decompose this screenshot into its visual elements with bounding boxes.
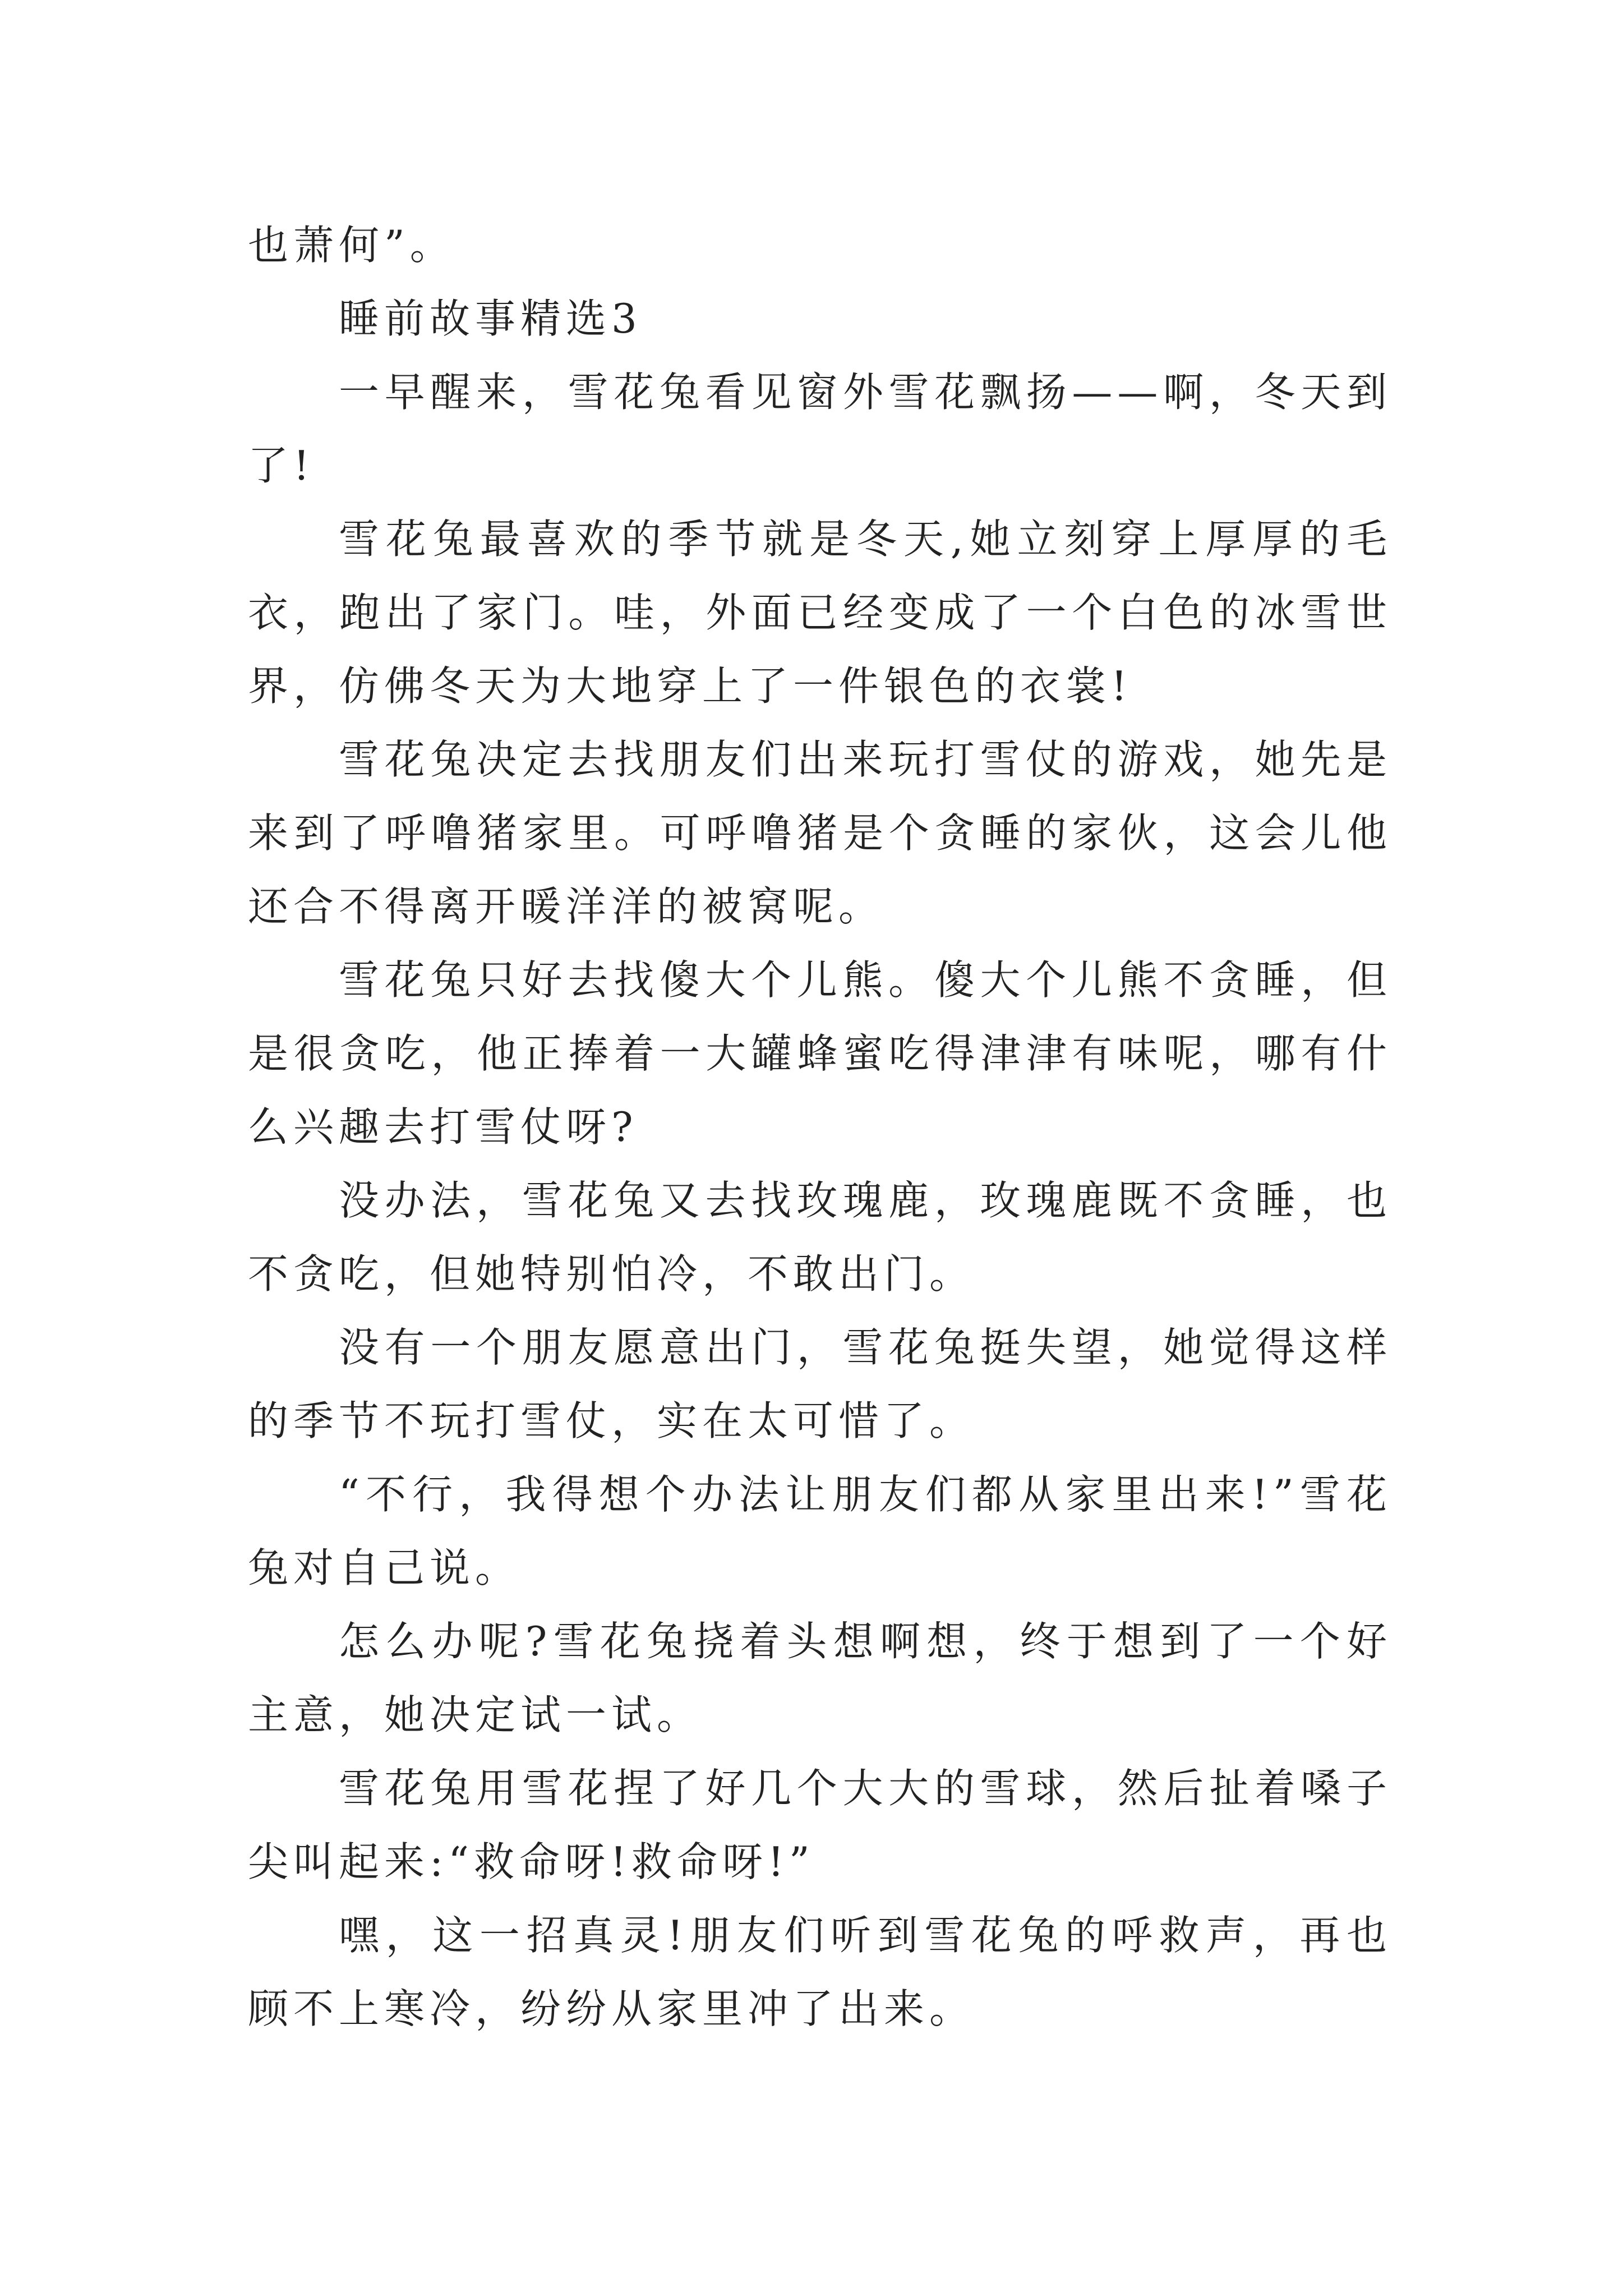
paragraph: 没办法，雪花兔又去找玫瑰鹿，玫瑰鹿既不贪睡，也不贪吃，但她特别怕冷，不敢出门。 [248,1177,1392,1297]
paragraph: 没有一个朋友愿意出门，雪花兔挺失望，她觉得这样的季节不玩打雪仗，实在太可惜了。 [248,1324,1392,1444]
paragraph: 一早醒来，雪花兔看见窗外雪花飘扬——啊，冬天到了! [248,369,1392,489]
paragraph: 雪花兔最喜欢的季节就是冬天,她立刻穿上厚厚的毛衣，跑出了家门。哇，外面已经变成了一个白色的冰雪世界，仿佛冬天为大地穿上了一件银色的衣裳! [248,516,1392,710]
paragraph: 雪花兔决定去找朋友们出来玩打雪仗的游戏，她先是来到了呼噜猪家里。可呼噜猪是个贪睡的家伙，这会儿他还合不得离开暖洋洋的被窝呢。 [248,736,1392,930]
paragraph: 雪花兔用雪花捏了好几个大大的雪球，然后扯着嗓子尖叫起来:“救命呀!救命呀!” [248,1765,1392,1885]
paragraph: “不行，我得想个办法让朋友们都从家里出来!”雪花兔对自己说。 [248,1471,1392,1591]
paragraph-continuation: 也萧何”。 [248,222,455,269]
paragraph: 嘿，这一招真灵!朋友们听到雪花兔的呼救声，再也顾不上寒冷，纷纷从家里冲了出来。 [248,1912,1392,2032]
paragraph: 怎么办呢?雪花兔挠着头想啊想，终于想到了一个好主意，她决定试一试。 [248,1618,1392,1738]
paragraph: 雪花兔只好去找傻大个儿熊。傻大个儿熊不贪睡，但是很贪吃，他正捧着一大罐蜂蜜吃得津津有味呢，哪有什么兴趣去打雪仗呀? [248,956,1392,1151]
document-body [248,209,1392,2046]
section-heading: 睡前故事精选3 [339,295,642,342]
